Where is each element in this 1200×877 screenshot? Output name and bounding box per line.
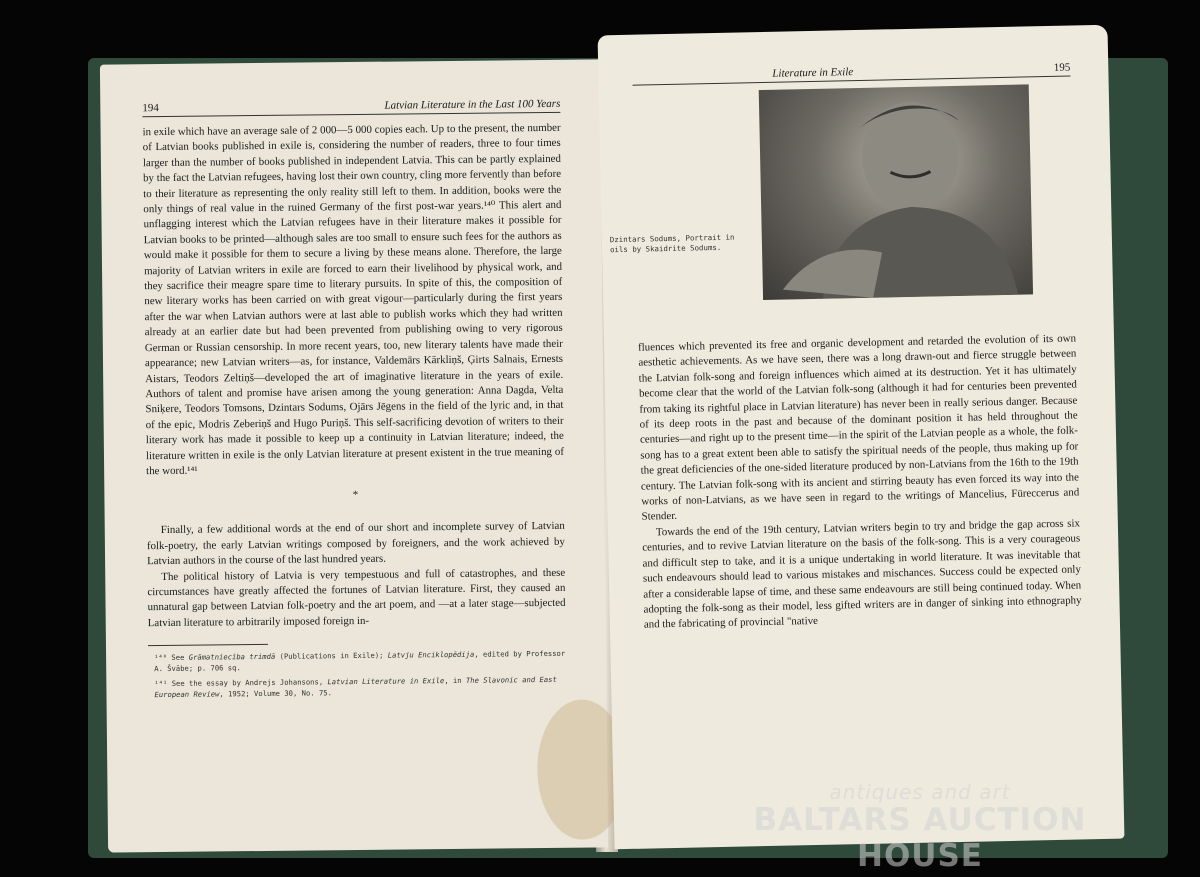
page-number: 195 — [1053, 61, 1071, 74]
footnote-rule — [148, 644, 268, 646]
body-paragraph: Finally, a few additional words at the end of our short and incomplete survey of Latvian folk-poetry, the early Latvian writings composed by foreigners, and the work achieved by Latvian authors in the course of the last hundred years. — [146, 520, 565, 568]
running-head-title: Literature in Exile — [772, 66, 854, 80]
body-paragraph: The political history of Latvia is very tempestuous and full of catastrophes, and these circumstances have greatly affected the fortunes of Latvian literature. First, they caused an unnatural gap between Latvian folk-poetry and the art poem, and —at a later stage—subjected Latvian literature to arbitrarily imposed foreign in- — [147, 566, 566, 629]
body-paragraph: Towards the end of the 19th century, Latvian writers begin to try and bridge the gap across six centuries, and to revive Latvian literature on the basis of the folk-song. This is a very courageous and difficult step to take, and it is a unique undertaking in world literature. It was inevitable that such endeavours should lead to various mistakes and mischances. Success could be expected only after a considerable lapse of time, and these same endeavours are still being continued today. When adopting the folk-song as their model, less gifted writers are in danger of sinking into ethnography and the fabricating of provincial "native — [642, 517, 1082, 631]
body-paragraph: fluences which prevented its free and organic development and retarded the evolution of its own aesthetic achievements. As we have seen, there was a long drawn-out and fierce struggle between the Latvian folk-song and foreign influences which aimed at its destruction. Yet it has ultimately become clear that the world of the Latvian folk-song (although it had for centuries been prevented from taking its rightful place in Latvian literature) has never been in really serious danger. Because of its deep roots in the past and because of the dominant position it has held throughout the centuries—and right up to the present time—in the spirit of the Latvian people as a whole, the folk-song has to a great extent been able to satisfy the spiritual needs of the people, thus making up for the great deficiencies of the one-sided literature produced by non-Latvians from the 16th to the 19th century. The Latvian folk-song with its ancient and stirring beauty has even forced its way into the works of non-Latvians, as we have seen in regard to the writings of Mancelius, Füreccerus and Stender. — [637, 332, 1080, 524]
running-head — [142, 98, 560, 117]
portrait-caption: Dzintars Sodums, Portrait in oils by Skaidrite Sodums. — [609, 232, 735, 255]
running-head-title: Latvian Literature in the Last 100 Years — [384, 97, 561, 112]
watermark-tagline: antiques and art — [829, 780, 1011, 804]
running-head — [632, 62, 1070, 86]
right-page — [598, 25, 1125, 850]
footnote-140: ¹⁴⁰ See Grāmatniecība trimdā (Publications in Exile); Latvju Enciklopēdija, edited by Professor A. Švābe; p. 706 sq. — [154, 648, 566, 674]
section-separator: * — [352, 489, 359, 502]
body-paragraph: in exile which have an average sale of 2 000—5 000 copies each. Up to the present, the number of Latvian books published in exile is, considering the number of readers, three to four times larger than the number of books published in independent Latvia. This can be partly explained by the fact the Latvian refugees, having lost their own country, cling more fervently than before to their literature as representing the only reality still left to them. In addition, books were the only things of real value in the ruined Germany of the first post-war years.¹⁴⁰ This alert and unflagging interest which the Latvian refugees have in their literature makes it possible for Latvian books to be printed—although sales are too small to ensure such fees for the authors as would make it possible for them to secure a living by these means alone. Therefore, the large majority of Latvian writers in exile are forced to earn their livelihood by physical work, and they sacrifice their meagre spare time to literary pursuits. In spite of this, the composition of new literary works has been carried on with great vigour—particularly during the first years after the war when Latvian authors were at last able to publish works which they had written already at an earlier date but had been prevented from publishing owing to very rigorous German or Russian censorship. In more recent years, too, new literary talents have made their appearance; new Latvian writers—as, for instance, Valdemārs Kārkliņš, Ģirts Salnais, Ernests Aistars, Teodors Zeltiņš—developed the art of imaginative literature in the years of exile. Authors of talent and promise have arisen among the young generation: Anna Dagda, Velta Sniķere, Teodors Tomsons, Dzintars Sodums, Ojārs Jēgens in the field of the lyric and, in that of the epic, Modris Zeberiņš and Hugo Puriņš. This self-sacrificing devotion of writers to their literary work has made it possible to keep up a continuity in Latvian literature; indeed, the literature written in exile is the only Latvian literature at present existent in the true meaning of the word.¹⁴¹ — [142, 121, 565, 478]
page-body — [638, 331, 1082, 633]
auction-watermark — [720, 780, 1120, 874]
portrait-image — [759, 84, 1033, 300]
footnote-141: ¹⁴¹ See the essay by Andrejs Johansons, Latvian Literature in Exile, in The Slavonic and East European Review, 1952; Volume 30, No. 75. — [154, 675, 557, 700]
page-number: 194 — [142, 102, 159, 115]
left-page — [100, 59, 608, 852]
watermark-brand: BALTARS AUCTION HOUSE — [753, 802, 1087, 874]
portrait-figure — [759, 84, 1033, 300]
